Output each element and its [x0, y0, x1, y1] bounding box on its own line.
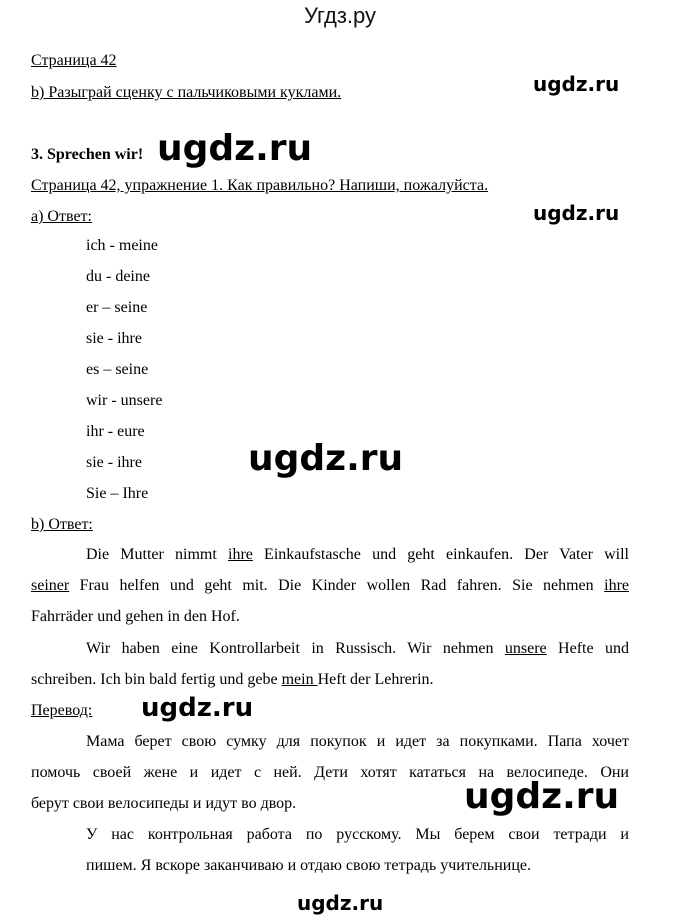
section-heading: 3. Sprechen wir!	[31, 146, 144, 163]
exercise-reference: Страница 42, упражнение 1. Как правильно? Напиши, пожалуйста.	[31, 177, 489, 194]
pronoun-pair: sie - ihre	[86, 330, 142, 347]
pronoun-highlight: mein	[281, 671, 318, 688]
pronoun-pair: Sie – Ihre	[86, 485, 149, 502]
translation-label: Перевод:	[31, 702, 93, 719]
pronoun-highlight: ihre	[228, 546, 253, 563]
pronoun-pair: er – seine	[86, 299, 148, 316]
site-title: Угдз.ру	[303, 3, 377, 28]
german-text-line: seiner Frau helfen und geht mit. Die Kinder wollen Rad fahren. Sie nehmen ihre	[31, 577, 629, 594]
russian-text-line: У нас контрольная работа по русскому. Мы берем свои тетради и	[86, 826, 629, 843]
watermark: ugdz.ru	[533, 72, 620, 96]
pronoun-pair: es – seine	[86, 361, 149, 378]
page-reference: Страница 42	[31, 52, 117, 69]
german-text-line: schreiben. Ich bin bald fertig und gebe mein Heft der Lehrerin.	[31, 671, 434, 688]
task-b-instruction: b) Разыграй сценку с пальчиковыми куклами.	[31, 84, 342, 101]
watermark: ugdz.ru	[141, 693, 254, 723]
german-text-line: Wir haben eine Kontrollarbeit in Russisch. Wir nehmen unsere Hefte und	[86, 640, 629, 657]
pronoun-highlight: unsere	[504, 640, 547, 657]
watermark: ugdz.ru	[297, 891, 384, 915]
pronoun-pair: du - deine	[86, 268, 150, 285]
pronoun-pair: sie - ihre	[86, 454, 142, 471]
pronoun-highlight: seiner	[31, 577, 70, 594]
german-text-line: Die Mutter nimmt ihre Einkaufstasche und geht einkaufen. Der Vater will	[86, 546, 629, 563]
watermark: ugdz.ru	[248, 438, 404, 479]
pronoun-pair: ihr - eure	[86, 423, 145, 440]
russian-text-line: Мама берет свою сумку для покупок и идет за покупками. Папа хочет	[86, 733, 629, 750]
watermark: ugdz.ru	[464, 776, 620, 817]
watermark: ugdz.ru	[157, 128, 313, 169]
pronoun-pair: wir - unsere	[86, 392, 163, 409]
russian-text-line: помочь своей жене и идет с ней. Дети хотят кататься на велосипеде. Они	[31, 764, 629, 781]
russian-text-line: берут свои велосипеды и идут во двор.	[31, 795, 297, 812]
pronoun-pair: ich - meine	[86, 237, 158, 254]
russian-text-line: пишем. Я вскоре заканчиваю и отдаю свою тетрадь учительнице.	[86, 857, 532, 874]
answer-b-label: b) Ответ:	[31, 516, 93, 533]
watermark: ugdz.ru	[533, 201, 620, 225]
german-text-line: Fahrräder und gehen in den Hof.	[31, 608, 240, 625]
pronoun-highlight: ihre	[604, 577, 629, 594]
answer-a-label: a) Ответ:	[31, 208, 92, 225]
